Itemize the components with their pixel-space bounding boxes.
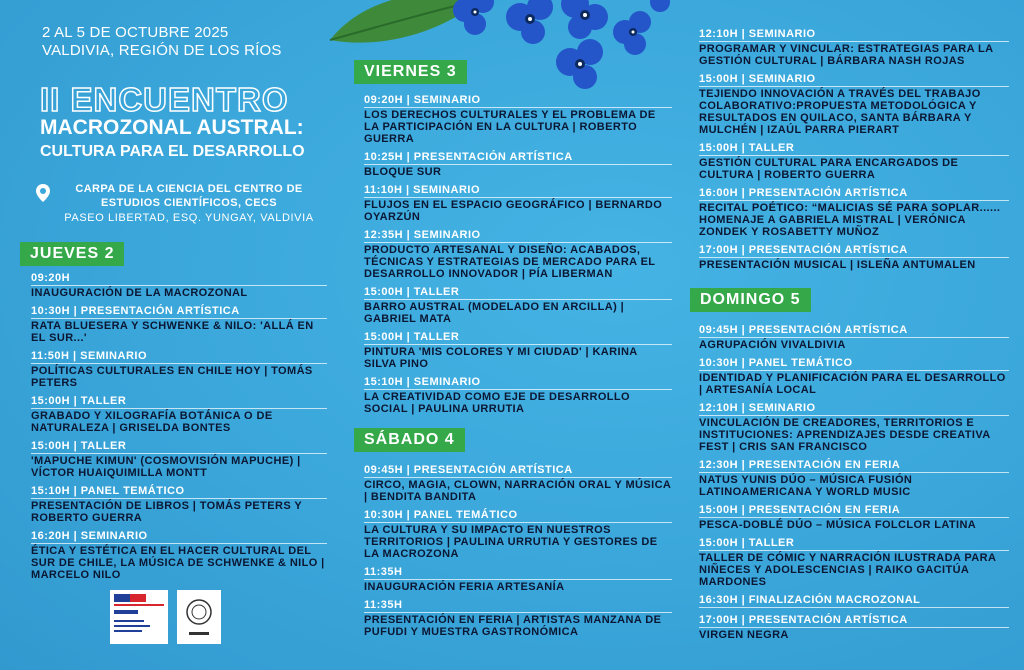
events-jueves xyxy=(31,272,327,587)
event-item xyxy=(699,73,1009,136)
event-time: 15:00H | TALLER xyxy=(31,395,127,407)
event-time: 10:30H | PANEL TEMÁTICO xyxy=(364,509,518,521)
event-time: 11:50H | SEMINARIO xyxy=(31,350,147,362)
event-item xyxy=(364,464,672,503)
divider xyxy=(31,285,327,286)
divider xyxy=(699,86,1009,87)
cecs-logo xyxy=(177,590,221,644)
divider xyxy=(31,408,327,409)
event-time: 10:30H | PANEL TEMÁTICO xyxy=(699,357,853,369)
divider xyxy=(364,612,672,613)
event-item xyxy=(31,272,327,299)
event-desc: INAUGURACIÓN DE LA MACROZONAL xyxy=(31,287,248,299)
event-desc: GESTIÓN CULTURAL PARA ENCARGADOS DE CULTURA | ROBERTO GUERRA xyxy=(699,157,959,181)
event-desc: AGRUPACIÓN VIVALDIVIA xyxy=(699,339,846,351)
divider xyxy=(699,200,1009,201)
venue-address: PASEO LIBERTAD, ESQ. YUNGAY, VALDIVIA xyxy=(64,212,314,224)
day-badge-sabado: SÁBADO 4 xyxy=(354,428,465,452)
events-domingo xyxy=(699,324,1009,647)
event-item xyxy=(31,305,327,344)
divider xyxy=(364,389,672,390)
venue xyxy=(36,182,326,225)
event-item xyxy=(364,286,672,325)
event-desc: PRESENTACIÓN DE LIBROS | TOMÁS PETERS Y ROBERTO GUERRA xyxy=(31,500,302,524)
event-time: 11:10H | SEMINARIO xyxy=(364,184,480,196)
title-outline: II ENCUENTRO xyxy=(40,81,289,118)
event-item xyxy=(364,151,672,178)
event-time: 16:20H | SEMINARIO xyxy=(31,530,148,542)
divider xyxy=(364,579,672,580)
event-time: 15:10H | PANEL TEMÁTICO xyxy=(31,485,185,497)
divider xyxy=(699,517,1009,518)
event-desc: VIRGEN NEGRA xyxy=(699,629,789,641)
place-line: VALDIVIA, REGIÓN DE LOS RÍOS xyxy=(42,42,282,59)
event-item xyxy=(699,537,1009,588)
event-item xyxy=(699,187,1009,238)
event-desc: ÉTICA Y ESTÉTICA EN EL HACER CULTURAL DEL SUR DE CHILE, LA MÚSICA DE SCHWENKE & NILO | MARCELO NILO xyxy=(31,545,325,581)
events-sabado-cont xyxy=(699,28,1009,277)
event-item xyxy=(31,530,327,581)
event-item xyxy=(364,376,672,415)
location-pin-icon xyxy=(36,184,50,202)
event-desc: PRESENTACIÓN EN FERIA | ARTISTAS MANZANA DE PUFUDI Y MUESTRA GASTRONÓMICA xyxy=(364,614,662,638)
divider xyxy=(31,318,327,319)
event-desc: LOS DERECHOS CULTURALES Y EL PROBLEMA DE LA PARTICIPACIÓN EN LA CULTURA | ROBERTO GUERRA xyxy=(364,109,656,145)
event-time: 09:20H xyxy=(31,272,71,284)
divider xyxy=(699,41,1009,42)
event-time: 12:10H | SEMINARIO xyxy=(699,402,816,414)
event-time: 15:00H | TALLER xyxy=(364,286,460,298)
day-badge-jueves: JUEVES 2 xyxy=(20,242,124,266)
event-desc: VINCULACIÓN DE CREADORES, TERRITORIOS E INSTITUCIONES: APRENDIZAJES DESDE CREATIVA FEST | CRIS SAN FRANCISCO xyxy=(699,417,991,453)
event-item xyxy=(364,509,672,560)
event-desc: LA CULTURA Y SU IMPACTO EN NUESTROS TERRITORIOS | PAULINA URRUTIA Y GESTORES DE LA MACROZONA xyxy=(364,524,658,560)
event-item xyxy=(699,402,1009,453)
page-title: MACROZONAL AUSTRAL: xyxy=(40,116,304,139)
event-desc: IDENTIDAD Y PLANIFICACIÓN PARA EL DESARROLLO | ARTESANÍA LOCAL xyxy=(699,372,1006,396)
divider xyxy=(364,522,672,523)
event-time: 17:00H | PRESENTACIÓN ARTÍSTICA xyxy=(699,614,908,626)
divider xyxy=(364,164,672,165)
divider xyxy=(31,543,327,544)
divider xyxy=(31,363,327,364)
event-desc: BARRO AUSTRAL (MODELADO EN ARCILLA) | GABRIEL MATA xyxy=(364,301,625,325)
event-item xyxy=(364,229,672,280)
event-time: 15:10H | SEMINARIO xyxy=(364,376,481,388)
event-time: 10:30H | PRESENTACIÓN ARTÍSTICA xyxy=(31,305,240,317)
divider xyxy=(699,337,1009,338)
divider xyxy=(699,472,1009,473)
event-desc: PESCA-DOBLÉ DÚO – MÚSICA FOLCLOR LATINA xyxy=(699,519,977,531)
event-desc: TEJIENDO INNOVACIÓN A TRAVÉS DEL TRABAJO COLABORATIVO:PROPUESTA METODOLÓGICA Y RESULTADOS EN QUILACO, SANTA BÁRBARA Y MULCHÉN | IZAÚL PARRA PIERART xyxy=(699,88,981,136)
event-desc: PROGRAMAR Y VINCULAR: ESTRATEGIAS PARA LA GESTIÓN CULTURAL | BÁRBARA NASH ROJAS xyxy=(699,43,994,67)
event-item xyxy=(699,357,1009,396)
dates-line: 2 AL 5 DE OCTUBRE 2025 xyxy=(42,24,229,41)
event-time: 12:35H | SEMINARIO xyxy=(364,229,481,241)
event-desc: GRABADO Y XILOGRAFÍA BOTÁNICA O DE NATURALEZA | GRISELDA BONTES xyxy=(31,410,273,434)
event-desc: PRESENTACIÓN MUSICAL | ISLEÑA ANTUMALEN xyxy=(699,259,976,271)
event-time: 15:00H | TALLER xyxy=(699,142,795,154)
day-badge-viernes: VIERNES 3 xyxy=(354,60,467,84)
event-time: 11:35H xyxy=(364,566,403,578)
day-badge-domingo: DOMINGO 5 xyxy=(690,288,811,312)
event-desc: NATUS YUNIS DÚO – MÚSICA FUSIÓN LATINOAMERICANA Y WORLD MUSIC xyxy=(699,474,913,498)
event-desc: RATA BLUESERA Y SCHWENKE & NILO: 'ALLÁ EN EL SUR...' xyxy=(31,320,314,344)
divider xyxy=(364,299,672,300)
divider xyxy=(364,242,672,243)
event-time: 15:00H | TALLER xyxy=(31,440,127,452)
event-time: 15:00H | SEMINARIO xyxy=(699,73,816,85)
divider xyxy=(31,453,327,454)
event-item xyxy=(699,614,1009,641)
event-item xyxy=(31,350,327,389)
event-item xyxy=(364,566,672,593)
event-item xyxy=(699,28,1009,67)
ministerio-culturas-logo xyxy=(110,590,168,644)
event-desc: PRODUCTO ARTESANAL Y DISEÑO: ACABADOS, TÉCNICAS Y ESTRATEGIAS DE MERCADO PARA EL DESARROLLO INNOVADOR | PÍA LIBERMAN xyxy=(364,244,656,280)
event-time: 10:25H | PRESENTACIÓN ARTÍSTICA xyxy=(364,151,573,163)
event-time: 15:00H | TALLER xyxy=(364,331,460,343)
event-desc: RECITAL POÉTICO: “MALICIAS SÉ PARA SOPLAR...... HOMENAJE A GABRIELA MISTRAL | VERÓNICA ZONDEK Y ROSABETTY MUÑOZ xyxy=(699,202,1001,238)
page-subtitle: CULTURA PARA EL DESARROLLO xyxy=(40,143,305,160)
event-desc: PINTURA 'MIS COLORES Y MI CIUDAD' | KARINA SILVA PINO xyxy=(364,346,638,370)
divider xyxy=(364,197,672,198)
event-time: 15:00H | PRESENTACIÓN EN FERIA xyxy=(699,504,901,516)
event-time: 12:10H | SEMINARIO xyxy=(699,28,816,40)
event-desc: 'MAPUCHE KIMUN' (COSMOVISIÓN MAPUCHE) | VÍCTOR HUAIQUIMILLA MONTT xyxy=(31,455,301,479)
event-desc: INAUGURACIÓN FERIA ARTESANÍA xyxy=(364,581,565,593)
event-item xyxy=(699,324,1009,351)
flowers-decoration-icon xyxy=(445,0,685,97)
event-desc: FLUJOS EN EL ESPACIO GEOGRÁFICO | BERNARDO OYARZÚN xyxy=(364,199,663,223)
event-desc: BLOQUE SUR xyxy=(364,166,442,178)
event-item xyxy=(699,244,1009,271)
divider xyxy=(364,477,672,478)
cecs-logo-icon xyxy=(177,590,221,644)
event-time: 17:00H | PRESENTACIÓN ARTÍSTICA xyxy=(699,244,908,256)
divider xyxy=(699,415,1009,416)
event-time: 16:30H | FINALIZACIÓN MACROZONAL xyxy=(699,594,921,606)
event-item xyxy=(31,440,327,479)
divider xyxy=(699,550,1009,551)
event-time: 15:00H | TALLER xyxy=(699,537,795,549)
venue-line-2: ESTUDIOS CIENTÍFICOS, CECS xyxy=(100,197,278,209)
event-time: 11:35H xyxy=(364,599,403,611)
event-item xyxy=(364,599,672,638)
event-desc: TALLER DE CÓMIC Y NARRACIÓN ILUSTRADA PARA NIÑECES Y ADOLESCENCIAS | RAIKO GACITÚA MARDONES xyxy=(699,552,996,588)
events-sabado xyxy=(364,464,672,644)
event-desc: POLÍTICAS CULTURALES EN CHILE HOY | TOMÁS PETERS xyxy=(31,365,313,389)
divider xyxy=(31,498,327,499)
event-desc: CIRCO, MAGIA, CLOWN, NARRACIÓN ORAL Y MÚSICA | BENDITA BANDITA xyxy=(364,479,671,503)
event-item xyxy=(364,184,672,223)
divider xyxy=(699,370,1009,371)
event-item xyxy=(699,594,1009,608)
divider xyxy=(699,155,1009,156)
divider xyxy=(699,607,1009,608)
event-item xyxy=(31,485,327,524)
event-time: 16:00H | PRESENTACIÓN ARTÍSTICA xyxy=(699,187,908,199)
event-item xyxy=(699,459,1009,498)
event-time: 09:45H | PRESENTACIÓN ARTÍSTICA xyxy=(364,464,573,476)
event-time: 09:45H | PRESENTACIÓN ARTÍSTICA xyxy=(699,324,908,336)
event-time: 09:20H | SEMINARIO xyxy=(364,94,481,106)
event-dates xyxy=(42,24,282,60)
divider xyxy=(364,344,672,345)
divider xyxy=(699,627,1009,628)
divider xyxy=(364,107,672,108)
ministerio-logo-icon xyxy=(110,590,168,644)
event-item xyxy=(699,504,1009,531)
event-item xyxy=(364,331,672,370)
event-item xyxy=(699,142,1009,181)
event-item xyxy=(364,94,672,145)
event-time: 12:30H | PRESENTACIÓN EN FERIA xyxy=(699,459,901,471)
event-item xyxy=(31,395,327,434)
events-viernes xyxy=(364,94,672,421)
venue-line-1: CARPA DE LA CIENCIA DEL CENTRO DE xyxy=(75,183,303,195)
event-desc: LA CREATIVIDAD COMO EJE DE DESARROLLO SOCIAL | PAULINA URRUTIA xyxy=(364,391,630,415)
divider xyxy=(699,257,1009,258)
